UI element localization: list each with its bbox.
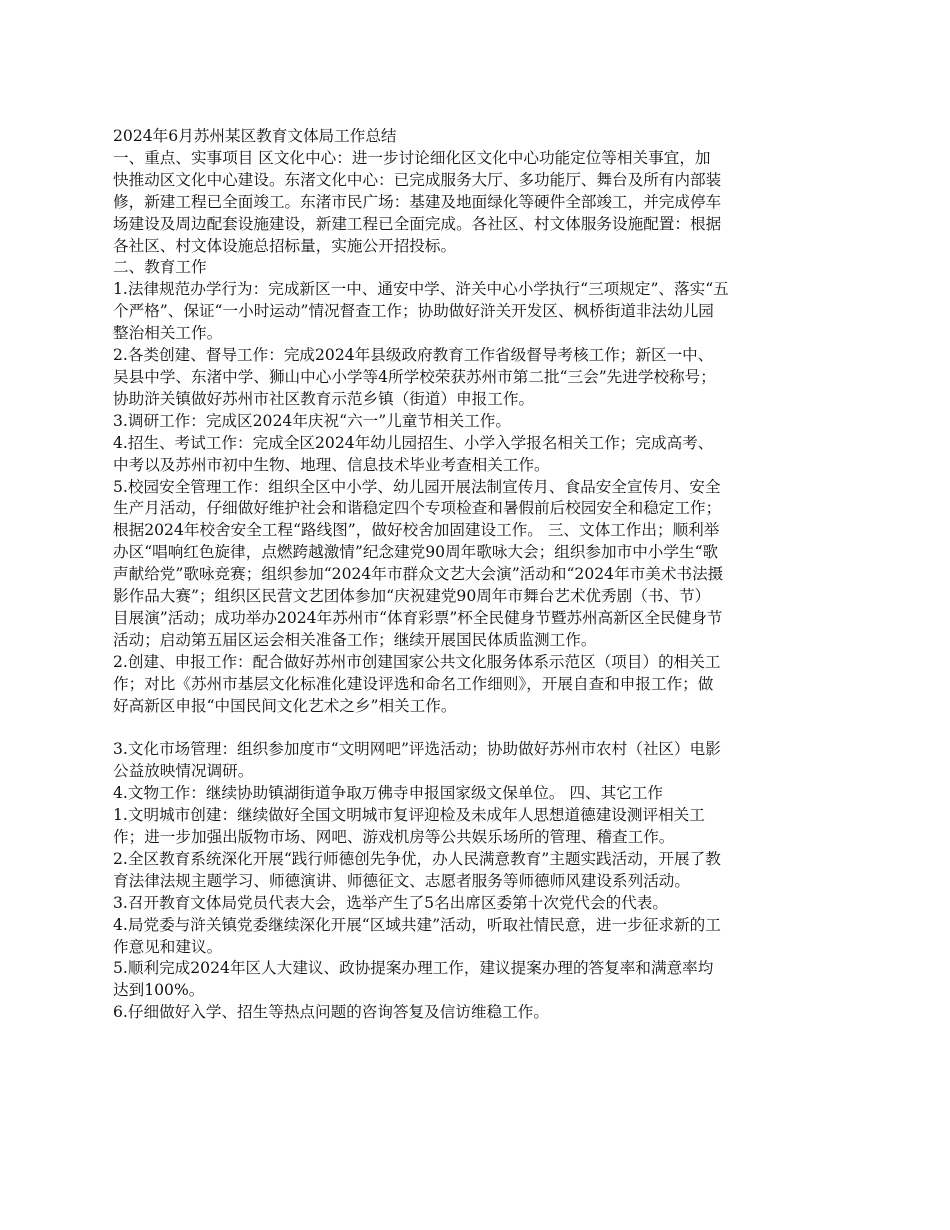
text-line: 作；进一步加强出版物市场、网吧、游戏机房等公共娱乐场所的管理、稽查工作。 xyxy=(113,827,675,846)
text-line: 场建设及周边配套设施建设，新建工程已全面完成。各社区、村文体服务设施配置：根据 xyxy=(113,214,722,233)
text-line: 根据2024年校舍安全工程“路线图”，做好校舍加固建设工作。 三、文体工作出；顺利举 xyxy=(113,521,720,540)
text-line: 协助浒关镇做好苏州市社区教育示范乡镇（街道）申报工作。 xyxy=(113,389,535,408)
text-line: 公益放映情况调研。 xyxy=(113,762,254,781)
text-line: 2.各类创建、督导工作：完成2024年县级政府教育工作省级督导考核工作；新区一中、 xyxy=(113,346,714,365)
text-line: 中考以及苏州市初中生物、地理、信息技术毕业考查相关工作。 xyxy=(113,455,550,474)
text-line: 2.创建、申报工作：配合做好苏州市创建国家公共文化服务体系示范区（项目）的相关工 xyxy=(113,652,721,671)
text-line: 活动；启动第五届区运会相关准备工作；继续开展国民体质监测工作。 xyxy=(113,630,597,649)
text-line: 6.仔细做好入学、招生等热点问题的咨询答复及信访维稳工作。 xyxy=(113,1003,549,1022)
text-line: 个严格”、保证“一小时运动”情况督查工作；协助做好浒关开发区、枫桥街道非法幼儿园 xyxy=(113,302,714,321)
text-line: 4.局党委与浒关镇党委继续深化开展“区域共建”活动，听取社情民意，进一步征求新的工 xyxy=(113,915,721,934)
text-line: 修，新建工程已全面竣工。东渚市民广场：基建及地面绿化等硬件全部竣工，并完成停车 xyxy=(113,192,722,211)
text-line: 3.调研工作：完成区2024年庆祝“六一”儿童节相关工作。 xyxy=(113,411,511,430)
text-line: 1.文明城市创建：继续做好全国文明城市复评迎检及未成年人思想道德建设测评相关工 xyxy=(113,806,705,825)
text-line: 影作品大赛”；组织区民营文艺团体参加“庆祝建党90周年市舞台艺术优秀剧（书、节） xyxy=(113,587,711,606)
text-line: 好高新区申报“中国民间文化艺术之乡”相关工作。 xyxy=(113,696,457,715)
blank-line xyxy=(113,717,841,739)
text-line: 3.召开教育文体局党员代表大会，选举产生了5名出席区委第十次党代会的代表。 xyxy=(113,893,668,912)
text-line: 生产月活动，仔细做好维护社会和谐稳定四个专项检查和暑假前后校园安全和稳定工作； xyxy=(113,499,722,518)
text-line: 育法律法规主题学习、师德演讲、师德征文、志愿者服务等师德师风建设系列活动。 xyxy=(113,871,690,890)
text-line: 4.文物工作：继续协助镇湖街道争取万佛寺申报国家级文保单位。 四、其它工作 xyxy=(113,784,664,803)
text-line: 一、重点、实事项目 区文化中心：进一步讨论细化区文化中心功能定位等相关事宜，加 xyxy=(113,148,711,167)
text-line: 作意见和建议。 xyxy=(113,937,223,956)
text-line: 吴县中学、东渚中学、狮山中心小学等4所学校荣获苏州市第二批“三会”先进学校称号； xyxy=(113,367,716,386)
text-line: 快推动区文化中心建设。东渚文化中心：已完成服务大厅、多功能厅、舞台及所有内部装 xyxy=(113,170,722,189)
text-line: 2.全区教育系统深化开展“践行师德创先争优，办人民满意教育”主题实践活动，开展了教 xyxy=(113,849,721,868)
text-line: 3.文化市场管理：组织参加度市“文明网吧”评选活动；协助做好苏州市农村（社区）电影 xyxy=(113,740,721,759)
text-line: 1.法律规范办学行为：完成新区一中、通安中学、浒关中心小学执行“三项规定”、落实“五 xyxy=(113,280,729,299)
text-line: 声献给党”歌咏竞赛；组织参加“2024年市群众文艺大会演”活动和“2024年市美术书法摄 xyxy=(113,565,724,584)
text-line: 二、教育工作 xyxy=(113,258,207,277)
text-line: 各社区、村文体设施总招标量，实施公开招投标。 xyxy=(113,236,457,255)
text-line: 整治相关工作。 xyxy=(113,324,223,343)
text-line: 作；对比《苏州市基层文化标准化建设评选和命名工作细则》，开展自查和申报工作；做 xyxy=(113,674,714,693)
text-line: 5.顺利完成2024年区人大建议、政协提案办理工作，建议提案办理的答复率和满意率均 xyxy=(113,959,714,978)
document-title: 2024年6月苏州某区教育文体局工作总结 xyxy=(113,127,397,145)
text-line: 达到100%。 xyxy=(113,981,205,1000)
document-body xyxy=(113,126,841,1024)
text-line: 目展演”活动；成功举办2024年苏州市“体育彩票”杯全民健身节暨苏州高新区全民健身节 xyxy=(113,608,723,627)
text-line: 4.招生、考试工作：完成全区2024年幼儿园招生、小学入学报名相关工作；完成高考、 xyxy=(113,433,714,452)
text-line: 办区“唱响红色旋律，点燃跨越激情”纪念建党90周年歌咏大会；组织参加市中小学生“歌 xyxy=(113,543,719,562)
text-line: 5.校园安全管理工作：组织全区中小学、幼儿园开展法制宣传月、食品安全宣传月、安全 xyxy=(113,477,721,496)
